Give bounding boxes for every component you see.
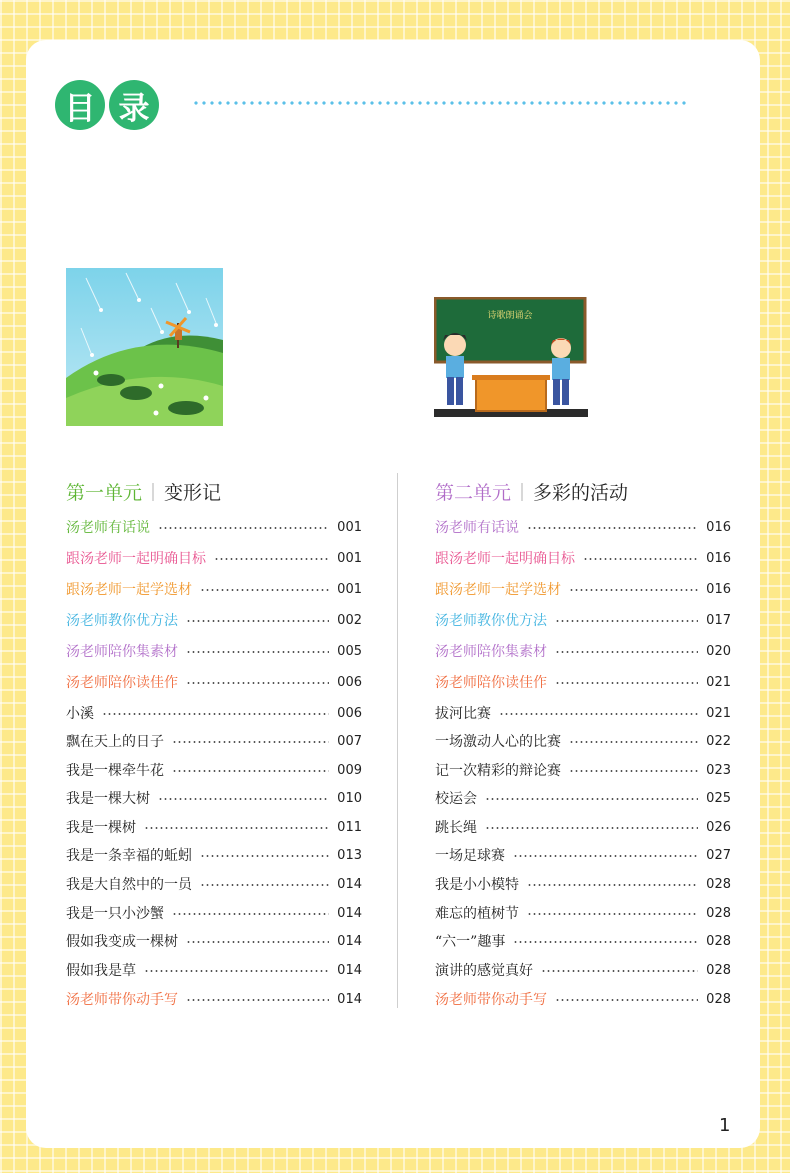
toc-leader-dots [144,825,329,829]
unit1-toc [66,515,362,1015]
toc-entry-title: 飘在天上的日子 [66,734,164,750]
toc-entry [66,670,362,694]
toc-leader-dots [214,556,329,560]
toc-entry [435,729,731,753]
unit2-name: 多彩的活动 [533,482,629,504]
toc-entry-page: 021 [706,674,731,690]
toc-entry-page: 009 [337,762,362,778]
title-dotted-line [192,101,690,105]
toc-leader-dots [172,911,329,915]
toc-entry [66,786,362,810]
unit2-heading [435,478,628,505]
toc-leader-dots [144,968,329,972]
toc-entry [435,515,731,539]
toc-entry-title: 跟汤老师一起学选材 [435,582,561,598]
toc-leader-dots [541,968,698,972]
toc-entry-title: 我是一棵大树 [66,791,150,807]
unit2-toc [435,515,731,1015]
toc-entry [435,701,731,725]
toc-leader-dots [583,556,698,560]
toc-entry-page: 028 [706,876,731,892]
toc-leader-dots [200,882,329,886]
toc-entry [66,929,362,953]
unit1-heading [66,478,221,505]
toc-leader-dots [569,739,698,743]
toc-leader-dots [186,997,329,1001]
unit1-separator [152,483,154,501]
toc-entry-title: 假如我是草 [66,963,136,979]
toc-entry [435,987,731,1011]
toc-entry-title: 我是一条幸福的蚯蚓 [66,848,192,864]
toc-entry-page: 028 [706,905,731,921]
toc-entry [66,815,362,839]
toc-leader-dots [555,680,698,684]
toc-entry [435,639,731,663]
toc-entry [66,729,362,753]
toc-entry-page: 028 [706,962,731,978]
toc-entry [435,546,731,570]
toc-entry [66,958,362,982]
toc-entry-page: 026 [706,819,731,835]
toc-leader-dots [186,649,329,653]
toc-entry-page: 001 [337,519,362,535]
toc-entry-title: 汤老师教你优方法 [66,613,178,629]
toc-entry-page: 002 [337,612,362,628]
toc-entry-title: 校运会 [435,791,477,807]
page-title [55,80,159,130]
toc-entry-page: 007 [337,733,362,749]
toc-entry [66,608,362,632]
toc-leader-dots [172,739,329,743]
toc-entry-page: 005 [337,643,362,659]
toc-entry [66,987,362,1011]
toc-entry [435,872,731,896]
toc-entry [66,701,362,725]
toc-entry-title: 跟汤老师一起明确目标 [435,551,575,567]
toc-entry [435,608,731,632]
toc-entry-title: 我是一棵树 [66,820,136,836]
toc-entry-title: 汤老师带你动手写 [66,992,178,1008]
unit2-number: 第二单元 [435,482,512,504]
toc-entry-title: 汤老师带你动手写 [435,992,547,1008]
toc-entry-title: 演讲的感觉真好 [435,963,533,979]
toc-entry [66,546,362,570]
toc-entry-page: 023 [706,762,731,778]
toc-leader-dots [527,882,698,886]
toc-entry-title: 我是大自然中的一员 [66,877,192,893]
toc-entry-title: 汤老师陪你集素材 [66,644,178,660]
toc-entry-page: 022 [706,733,731,749]
toc-entry-title: 一场足球赛 [435,848,505,864]
toc-entry [435,758,731,782]
toc-entry-page: 006 [337,705,362,721]
toc-entry [435,958,731,982]
toc-entry-title: 拔河比赛 [435,706,491,722]
toc-entry-title: 跳长绳 [435,820,477,836]
unit2-separator [521,483,523,501]
toc-entry-title: 汤老师陪你读佳作 [66,675,178,691]
toc-entry [66,843,362,867]
toc-entry-page: 028 [706,933,731,949]
toc-entry-title: 一场激动人心的比赛 [435,734,561,750]
title-char-2: 录 [109,80,159,130]
toc-entry-title: 我是一只小沙蟹 [66,906,164,922]
toc-leader-dots [527,911,698,915]
toc-entry [66,758,362,782]
toc-entry-page: 011 [337,819,362,835]
toc-leader-dots [158,525,329,529]
toc-leader-dots [555,649,698,653]
page-number: 1 [719,1115,731,1136]
toc-entry-title: 汤老师陪你读佳作 [435,675,547,691]
toc-entry-page: 001 [337,581,362,597]
toc-leader-dots [158,796,329,800]
toc-entry-title: 汤老师有话说 [435,520,519,536]
toc-entry-page: 014 [337,962,362,978]
toc-entry [435,786,731,810]
toc-leader-dots [513,939,698,943]
toc-leader-dots [200,853,329,857]
toc-entry-title: 小溪 [66,706,94,722]
toc-entry-page: 025 [706,790,731,806]
toc-leader-dots [527,525,698,529]
toc-entry-title: 假如我变成一棵树 [66,934,178,950]
toc-entry-page: 010 [337,790,362,806]
toc-entry [66,872,362,896]
toc-leader-dots [102,711,329,715]
toc-leader-dots [485,796,698,800]
landscape-illustration [66,268,223,426]
toc-leader-dots [485,825,698,829]
toc-entry-page: 014 [337,933,362,949]
toc-entry [435,843,731,867]
toc-entry-page: 014 [337,991,362,1007]
toc-entry-page: 014 [337,905,362,921]
toc-entry [435,577,731,601]
column-divider [397,473,398,1008]
blackboard-text: 诗歌朗诵会 [487,311,533,321]
toc-entry-page: 017 [706,612,731,628]
toc-leader-dots [569,768,698,772]
toc-entry-page: 016 [706,519,731,535]
unit1-number: 第一单元 [66,482,143,504]
toc-entry-page: 014 [337,876,362,892]
toc-entry-title: “六一”趣事 [435,934,506,950]
toc-entry [66,577,362,601]
toc-leader-dots [513,853,698,857]
toc-entry [66,901,362,925]
toc-entry-title: 汤老师教你优方法 [435,613,547,629]
toc-entry [66,515,362,539]
toc-entry-page: 016 [706,581,731,597]
unit1-name: 变形记 [164,482,222,504]
toc-entry [435,901,731,925]
toc-leader-dots [186,618,329,622]
toc-entry-page: 020 [706,643,731,659]
toc-entry-title: 记一次精彩的辩论赛 [435,763,561,779]
toc-leader-dots [172,768,329,772]
toc-entry [435,815,731,839]
toc-leader-dots [186,939,329,943]
toc-leader-dots [569,587,698,591]
toc-entry [435,929,731,953]
toc-entry-page: 001 [337,550,362,566]
toc-leader-dots [200,587,329,591]
toc-entry-page: 028 [706,991,731,1007]
toc-entry-page: 013 [337,847,362,863]
toc-entry [66,639,362,663]
toc-leader-dots [555,997,698,1001]
toc-leader-dots [499,711,698,715]
toc-leader-dots [555,618,698,622]
toc-entry-title: 我是小小模特 [435,877,519,893]
toc-entry-title: 跟汤老师一起学选材 [66,582,192,598]
toc-entry [435,670,731,694]
toc-entry-page: 016 [706,550,731,566]
classroom-illustration [434,297,588,419]
toc-entry-page: 027 [706,847,731,863]
title-char-1: 目 [55,80,105,130]
toc-entry-title: 汤老师有话说 [66,520,150,536]
toc-entry-page: 006 [337,674,362,690]
toc-entry-title: 我是一棵牵牛花 [66,763,164,779]
toc-leader-dots [186,680,329,684]
toc-entry-title: 汤老师陪你集素材 [435,644,547,660]
toc-entry-title: 难忘的植树节 [435,906,519,922]
toc-entry-page: 021 [706,705,731,721]
toc-entry-title: 跟汤老师一起明确目标 [66,551,206,567]
